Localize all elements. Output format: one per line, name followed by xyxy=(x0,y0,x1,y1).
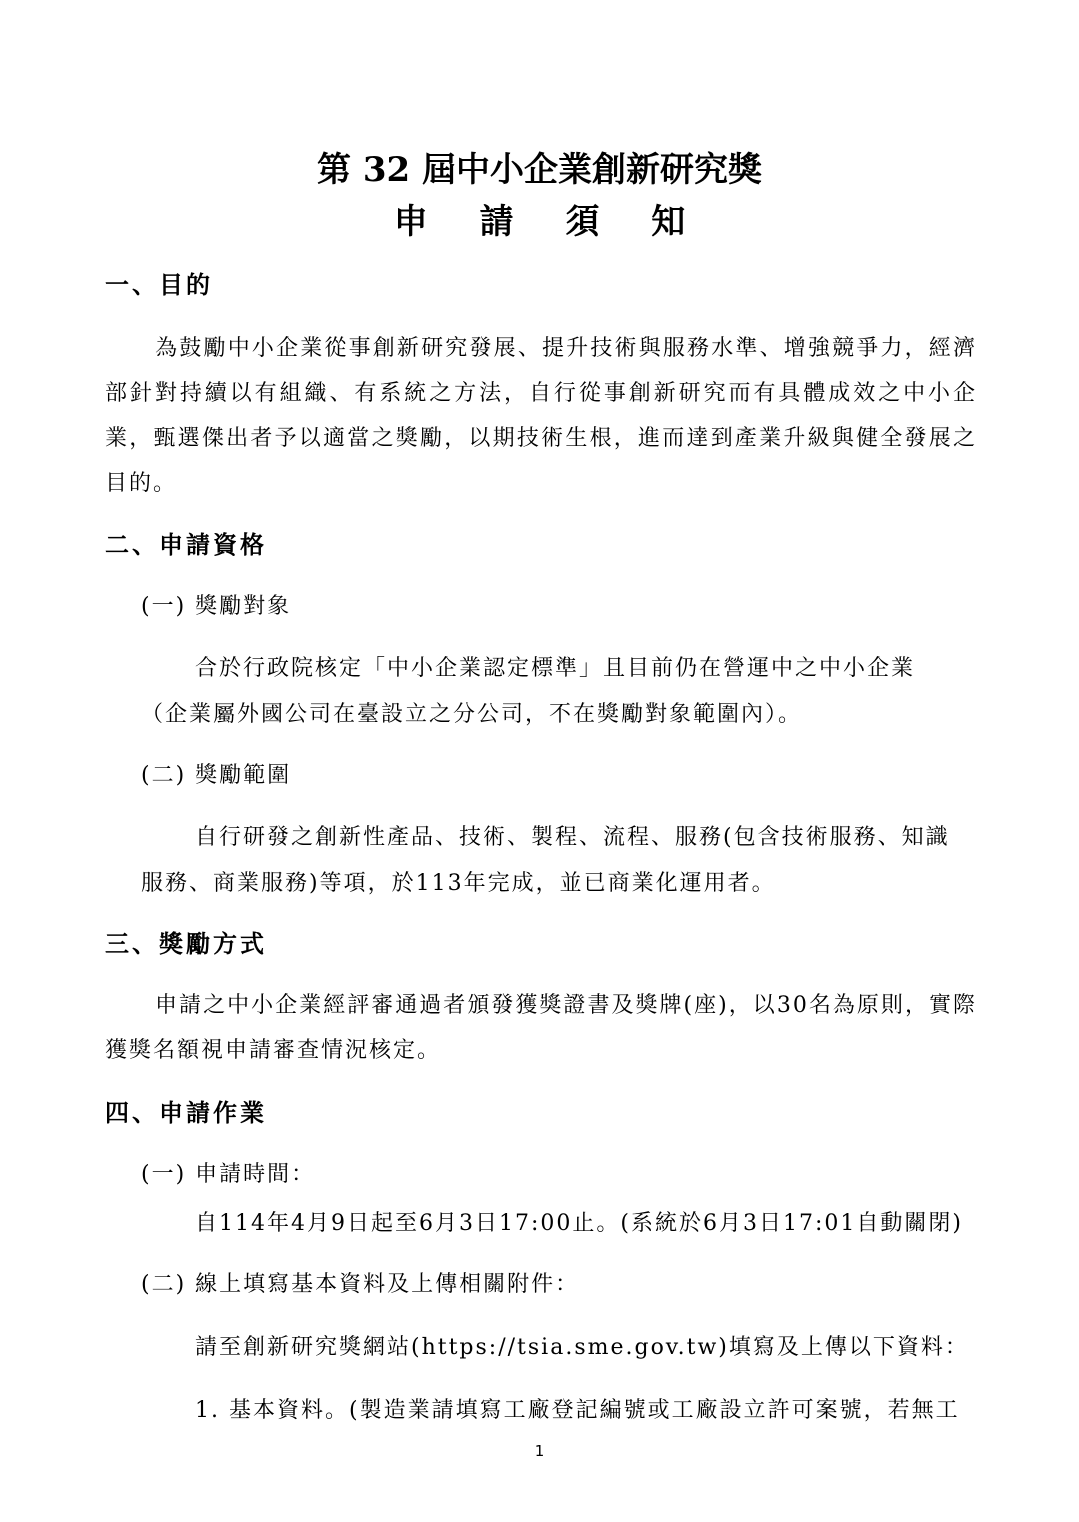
page-number: 1 xyxy=(534,1442,545,1460)
document-title: 第 32 屆中小企業創新研究獎 xyxy=(317,150,762,190)
online-submission-instruction: 請至創新研究獎網站(https://tsia.sme.gov.tw)填寫及上傳以下資料： xyxy=(195,1335,969,1360)
section-award-method-paragraph xyxy=(105,983,977,1073)
section-heading-award-method: 三、獎勵方式 xyxy=(105,929,267,958)
subsection-label-award-target: (一) 獎勵對象 xyxy=(141,594,292,619)
basic-info-list-item: 1. 基本資料。(製造業請填寫工廠登記編號或工廠設立許可案號，若無工 xyxy=(195,1398,960,1423)
subsection-label-application-period: (一) 申請時間： xyxy=(141,1162,316,1187)
subsection-label-online-submission: (二) 線上填寫基本資料及上傳相關附件： xyxy=(141,1272,580,1297)
purpose-text: 為鼓勵中小企業從事創新研究發展、提升技術與服務水準、增強競爭力，經濟部針對持續以有組織、有系統之方法，自行從事創新研究而有具體成效之中小企業，甄選傑出者予以適當之獎勵，以期技術生根，進而達到產業升級與健全發展之目的。 xyxy=(105,336,977,496)
section-heading-eligibility: 二、申請資格 xyxy=(105,530,267,559)
subsection-label-award-scope: (二) 獎勵範圍 xyxy=(141,763,292,788)
award-scope-line-2: 服務、商業服務)等項，於113年完成，並已商業化運用者。 xyxy=(141,871,776,896)
award-scope-line-1: 自行研發之創新性產品、技術、製程、流程、服務(包含技術服務、知識 xyxy=(195,825,950,850)
award-target-line-2: （企業屬外國公司在臺設立之分公司，不在獎勵對象範圍內）。 xyxy=(141,702,803,727)
document-subtitle: 申 請 須 知 xyxy=(393,202,706,242)
section-heading-purpose: 一、目的 xyxy=(105,270,213,299)
section-purpose-paragraph xyxy=(105,326,977,506)
award-target-line-1: 合於行政院核定「中小企業認定標準」且目前仍在營運中之中小企業 xyxy=(195,656,916,681)
section-heading-application: 四、申請作業 xyxy=(105,1098,267,1127)
award-method-text: 申請之中小企業經評審通過者頒發獲獎證書及獎牌(座)，以30名為原則，實際獲獎名額視申請審查情況核定。 xyxy=(105,993,977,1063)
application-period-text: 自114年4月9日起至6月3日17:00止。(系統於6月3日17:01自動關閉) xyxy=(195,1211,963,1236)
